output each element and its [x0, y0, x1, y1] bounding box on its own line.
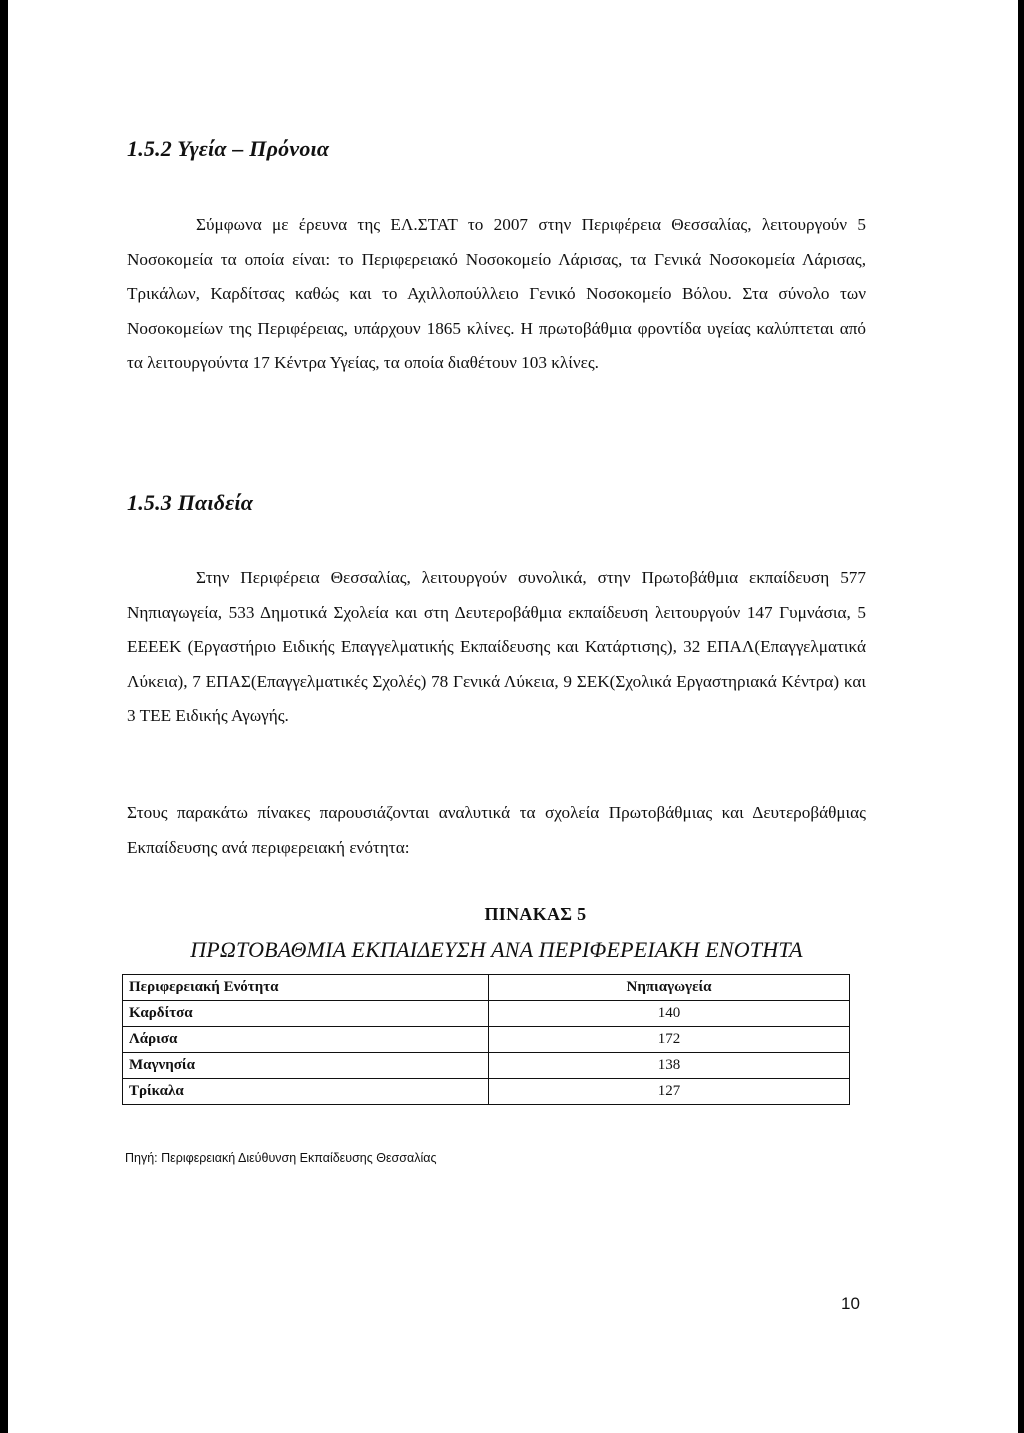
paragraph-health: Σύμφωνα με έρευνα της ΕΛ.ΣΤΑΤ το 2007 στην Περιφέρεια Θεσσαλίας, λειτουργούν 5 Νοσοκομεία τα οποία είναι: το Περιφερειακό Νοσοκομείο Λάρισας, τα Γενικά Νοσοκομεία Λάρισας, Τρικάλων, Καρδίτσας καθώς και το Αχιλλοπούλλειο Γενικό Νοσοκομείο Βόλου. Στα σύνολο των Νοσοκομείων της Περιφέρειας, υπάρχουν 1865 κλίνες. Η πρωτοβάθμια φροντίδα υγείας καλύπτεται από τα λειτουργούντα 17 Κέντρα Υγείας, τα οποία διαθέτουν 103 κλίνες.: [127, 215, 866, 373]
table-row: [123, 1053, 850, 1079]
table-title: ΠΡΩΤΟΒΑΘΜΙΑ ΕΚΠΑΙΔΕΥΣΗ ΑΝΑ ΠΕΡΙΦΕΡΕΙΑΚΗ ΕΝΟΤΗΤΑ: [190, 937, 803, 962]
paragraph-tables-intro: Στους παρακάτω πίνακες παρουσιάζονται αναλυτικά τα σχολεία Πρωτοβάθμιας και Δευτεροβάθμιας Εκπαίδευσης ανά περιφερειακή ενότητα:: [127, 803, 866, 857]
row-region: Μαγνησία: [123, 1053, 489, 1079]
table-row: [123, 1001, 850, 1027]
table-row: [123, 1027, 850, 1053]
header-region: Περιφερειακή Ενότητα: [123, 975, 489, 1001]
table-header-row: [123, 975, 850, 1001]
header-kindergartens: Νηπιαγωγεία: [489, 975, 850, 1001]
paragraph-education: Στην Περιφέρεια Θεσσαλίας, λειτουργούν συνολικά, στην Πρωτοβάθμια εκπαίδευση 577 Νηπιαγωγεία, 533 Δημοτικά Σχολεία και στη Δευτεροβάθμια εκπαίδευση λειτουργούν 147 Γυμνάσια, 5 ΕΕΕΕΚ (Εργαστήριο Ειδικής Επαγγελματικής Εκπαίδευσης και Κατάρτισης), 32 ΕΠΑΛ(Επαγγελματικά Λύκεια), 7 ΕΠΑΣ(Επαγγελματικές Σχολές) 78 Γενικά Λύκεια, 9 ΣΕΚ(Σχολικά Εργαστηριακά Κέντρα) και 3 ΤΕΕ Ειδικής Αγωγής.: [127, 568, 866, 726]
table-source-note: Πηγή: Περιφερειακή Διεύθυνση Εκπαίδευσης Θεσσαλίας: [125, 1151, 437, 1165]
row-count: 138: [489, 1053, 850, 1079]
primary-education-table: [122, 974, 850, 1105]
row-count: 172: [489, 1027, 850, 1053]
row-count: 140: [489, 1001, 850, 1027]
row-region: Καρδίτσα: [123, 1001, 489, 1027]
row-region: Λάρισα: [123, 1027, 489, 1053]
document-page: [8, 0, 1018, 1433]
row-count: 127: [489, 1079, 850, 1105]
row-region: Τρίκαλα: [123, 1079, 489, 1105]
section-heading-education: 1.5.3 Παιδεία: [127, 490, 254, 515]
section-heading-health: 1.5.2 Υγεία – Πρόνοια: [127, 136, 330, 161]
table-number: ΠΙΝΑΚΑΣ 5: [484, 904, 587, 924]
table-row: [123, 1079, 850, 1105]
page-number: 10: [841, 1294, 860, 1313]
